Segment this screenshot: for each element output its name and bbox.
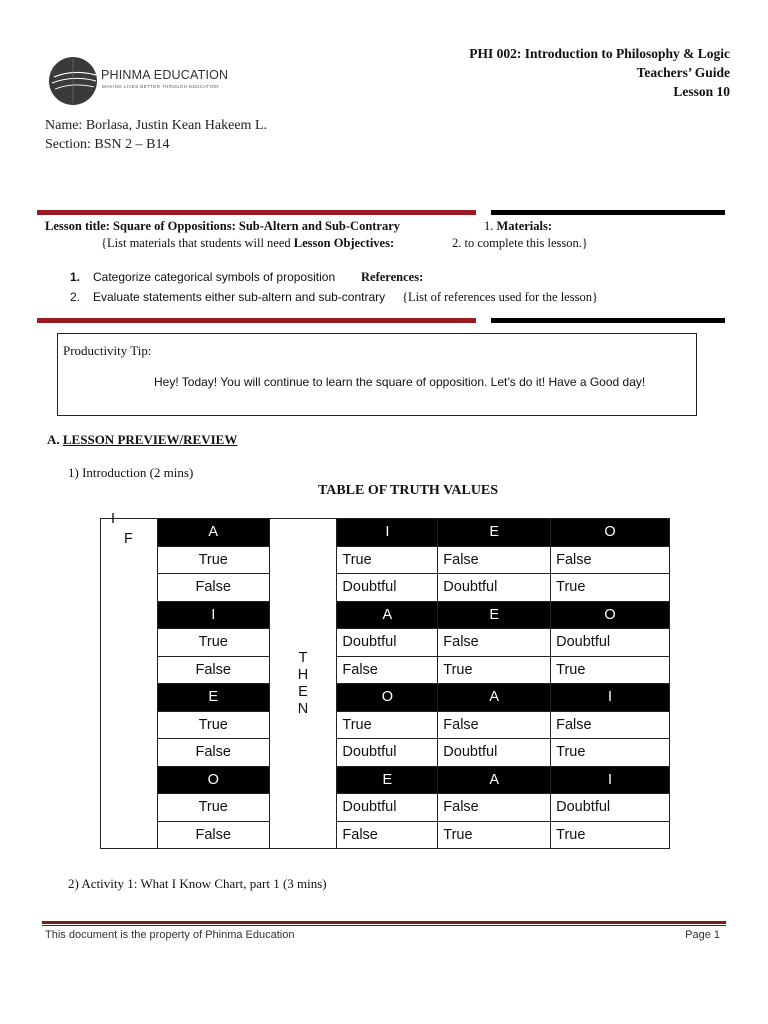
if-letter-f: F (124, 531, 133, 547)
table-cell: Doubtful (337, 794, 438, 822)
materials-note-right: 2. to complete this lesson.} (452, 236, 588, 250)
table-header-cell: E (438, 519, 551, 547)
table-cell: False (337, 656, 438, 684)
table-cell: True (157, 711, 269, 739)
materials-heading (484, 219, 552, 234)
table-cell: True (157, 794, 269, 822)
footer-ownership: This document is the property of Phinma Education (45, 929, 295, 941)
table-cell: False (551, 546, 670, 574)
table-header-cell: E (157, 684, 269, 712)
objective-1: Categorize categorical symbols of proposition (93, 270, 336, 284)
lesson-bar-black-bottom (491, 318, 725, 323)
footer-rule-thin (42, 925, 726, 926)
table-header-cell: O (551, 601, 670, 629)
table-cell: Doubtful (438, 574, 551, 602)
table-header-cell: A (337, 601, 438, 629)
activity-1-label: 2) Activity 1: What I Know Chart, part 1 (3 mins) (68, 876, 327, 891)
table-cell: False (337, 821, 438, 849)
table-header-row (101, 519, 670, 547)
then-letter: E (298, 683, 308, 700)
table-header-cell: I (337, 519, 438, 547)
table-cell: False (438, 629, 551, 657)
table-row (101, 629, 670, 657)
table-row (101, 711, 670, 739)
table-cell: True (551, 656, 670, 684)
logo-tagline: MAKING LIVES BETTER THROUGH EDUCATION (102, 84, 219, 89)
logo-name: PHINMA EDUCATION (101, 68, 229, 82)
table-header-cell: E (337, 766, 438, 794)
table-cell: True (157, 546, 269, 574)
table-cell: True (551, 821, 670, 849)
student-section: Section: BSN 2 – B14 (45, 137, 170, 152)
table-header-cell: E (438, 601, 551, 629)
table-cell: False (157, 739, 269, 767)
then-letter: H (297, 666, 309, 683)
table-row (101, 821, 670, 849)
table-cell: True (551, 739, 670, 767)
lesson-bar-red-top (37, 210, 476, 215)
footer-rule (42, 921, 726, 924)
table-row (101, 739, 670, 767)
table-cell: False (438, 794, 551, 822)
table-cell: True (438, 656, 551, 684)
objectives-label: Lesson Objectives: (293, 236, 395, 250)
table-header-row (101, 766, 670, 794)
lesson-number: Lesson 10 (673, 84, 730, 99)
table-cell: True (337, 711, 438, 739)
productivity-tip-label: Productivity Tip: (63, 343, 152, 358)
lesson-title: Lesson title: Square of Oppositions: Sub-Altern and Sub-Contrary (45, 219, 401, 233)
references-label: References: (361, 270, 424, 284)
table-header-cell: I (551, 684, 670, 712)
guide-label: Teachers’ Guide (636, 65, 730, 80)
table-header-cell: I (551, 766, 670, 794)
productivity-tip-text: Hey! Today! You will continue to learn the square of opposition. Let’s do it! Have a Good day! (154, 375, 646, 389)
objective-2: Evaluate statements either sub-altern and sub-contrary (93, 290, 386, 304)
footer-page-number: Page 1 (685, 929, 720, 941)
section-a-prefix: A. (47, 432, 60, 447)
materials-number: 1. (484, 219, 494, 233)
table-header-cell: O (337, 684, 438, 712)
table-header-cell: I (157, 601, 269, 629)
table-header-row (101, 601, 670, 629)
objective-2-number: 2. (70, 290, 81, 304)
if-column (101, 511, 158, 849)
table-header-cell: A (157, 519, 269, 547)
table-cell: Doubtful (337, 629, 438, 657)
table-cell: True (551, 574, 670, 602)
table-header-cell: A (438, 766, 551, 794)
references-text: {List of references used for the lesson} (402, 290, 598, 304)
lesson-bar-red-bottom (37, 318, 476, 323)
truth-values-table (100, 511, 670, 849)
table-row (101, 574, 670, 602)
table-row (101, 546, 670, 574)
table-cell: False (438, 546, 551, 574)
table-cell: False (157, 656, 269, 684)
table-cell: True (438, 821, 551, 849)
table-row (101, 794, 670, 822)
table-cell: True (157, 629, 269, 657)
table-header-row (101, 684, 670, 712)
table-header-cell: A (438, 684, 551, 712)
materials-note (101, 236, 394, 251)
table-cell: True (337, 546, 438, 574)
student-name: Name: Borlasa, Justin Kean Hakeem L. (45, 118, 267, 133)
objective-1-number: 1. (70, 270, 81, 284)
lesson-bar-black-top (491, 210, 725, 215)
table-row (101, 656, 670, 684)
table-cell: False (438, 711, 551, 739)
table-cell: Doubtful (337, 739, 438, 767)
truth-table-title: TABLE OF TRUTH VALUES (317, 483, 499, 498)
table-cell: Doubtful (337, 574, 438, 602)
materials-label: Materials: (496, 219, 553, 233)
materials-note-left: {List materials that students will need (101, 236, 291, 250)
table-cell: False (157, 574, 269, 602)
table-cell: Doubtful (551, 794, 670, 822)
if-letter-i: I (111, 511, 116, 527)
table-cell: Doubtful (551, 629, 670, 657)
table-cell: Doubtful (438, 739, 551, 767)
then-letter: N (297, 700, 309, 717)
section-a-title: LESSON PREVIEW/REVIEW (62, 432, 238, 447)
table-cell: False (157, 821, 269, 849)
table-header-cell: O (551, 519, 670, 547)
table-header-cell: O (157, 766, 269, 794)
then-letter: T (298, 649, 308, 666)
section-a-heading (47, 432, 237, 448)
then-column (269, 519, 337, 849)
table-cell: False (551, 711, 670, 739)
course-title: PHI 002: Introduction to Philosophy & Logic (469, 46, 730, 61)
introduction-label: 1) Introduction (2 mins) (68, 465, 194, 480)
